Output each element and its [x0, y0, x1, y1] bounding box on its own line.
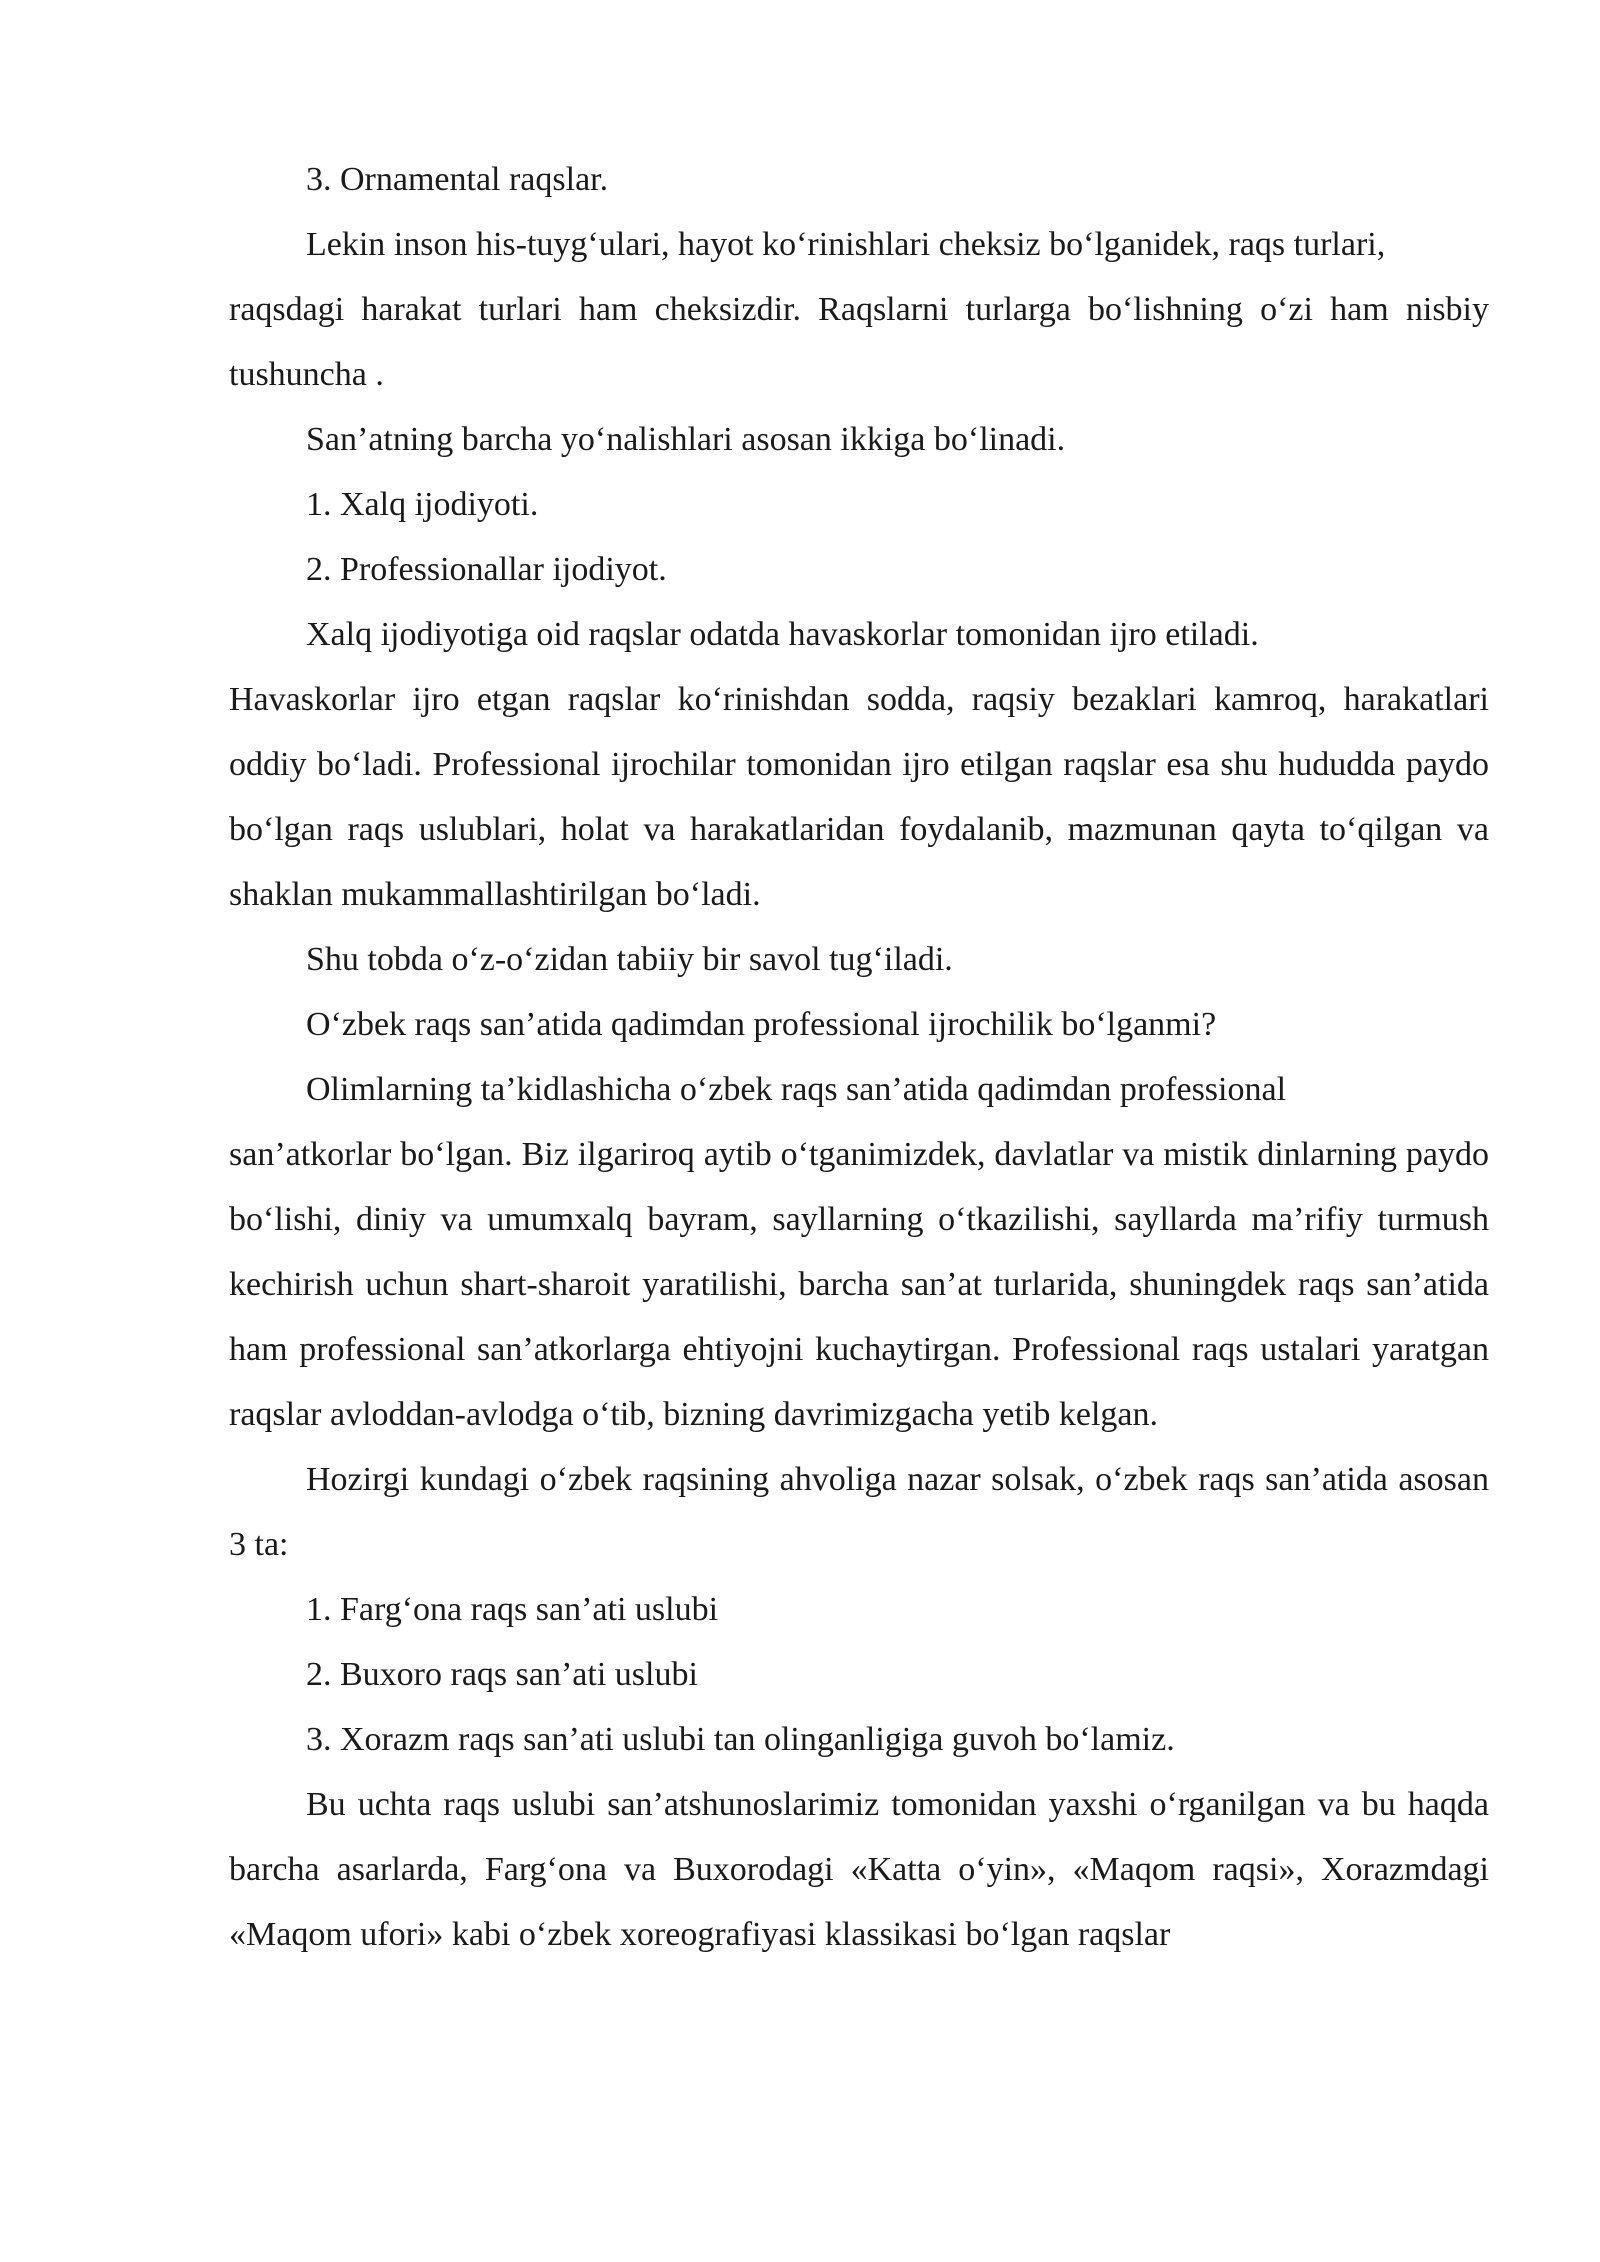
list-item-fergana-style: 1. Farg‘ona raqs san’ati uslubi [306, 1591, 719, 1628]
paragraph-current-state: Hozirgi kundagi o‘zbek raqsining ahvoliga nazar solsak, o‘zbek raqs san’atida asosan 3 ta: [229, 1461, 1489, 1563]
list-item-ornamental: 3. Ornamental raqslar. [306, 161, 609, 198]
paragraph-amateur-dances: Havaskorlar ijro etgan raqslar ko‘rinishdan sodda, raqsiy bezaklari kamroq, harakatlari oddiy bo‘ladi. Professional ijrochilar tomonidan ijro etilgan raqslar esa shu hududda paydo bo‘lgan raqs uslublari, holat va harakatlaridan foydalanib, mazmunan qayta to‘qilgan va shaklan mukammallashtirilgan bo‘ladi. [229, 681, 1489, 913]
paragraph-professional-artists: san’atkorlar bo‘lgan. Biz ilgariroq aytib o‘tganimizdek, davlatlar va mistik dinlarning paydo bo‘lishi, diniy va umumxalq bayram, sayllarning o‘tkazilishi, sayllarda ma’rifiy turmush kechirish uchun shart-sharoit yaratilishi, barcha san’at turlarida, shuningdek raqs san’atida ham professional san’atkorlarga ehtiyojni kuchaytirgan. Professional raqs ustalari yaratgan raqslar avloddan-avlodga o‘tib, bizning davrimizgacha yetib kelgan. [229, 1136, 1489, 1433]
paragraph-movement-types: raqsdagi harakat turlari ham cheksizdir. Raqslarni turlarga bo‘lishning o‘zi ham nisbiy tushuncha . [229, 291, 1489, 393]
paragraph-dance-types: Lekin inson his-tuyg‘ulari, hayot ko‘rinishlari cheksiz bo‘lganidek, raqs turlari, [306, 226, 1386, 263]
list-item-professional-creativity: 2. Professionallar ijodiyot. [306, 551, 667, 588]
paragraph-three-styles: Bu uchta raqs uslubi san’atshunoslarimiz tomonidan yaxshi o‘rganilgan va bu haqda barcha asarlarda, Farg‘ona va Buxorodagi «Katta o‘yin», «Maqom raqsi», Xorazmdagi «Maqom ufori» kabi o‘zbek xoreografiyasi klassikasi bo‘lgan raqslar [229, 1786, 1489, 1953]
paragraph-folk-dances: Xalq ijodiyotiga oid raqslar odatda havaskorlar tomonidan ijro etiladi. [306, 616, 1259, 653]
list-item-khorezm-style: 3. Xorazm raqs san’ati uslubi tan olinganligiga guvoh bo‘lamiz. [306, 1721, 1175, 1758]
paragraph-question: O‘zbek raqs san’atida qadimdan professional ijrochilik bo‘lganmi? [306, 1006, 1217, 1043]
paragraph-natural-question: Shu tobda o‘z-o‘zidan tabiiy bir savol tug‘iladi. [306, 941, 953, 978]
paragraph-art-directions: San’atning barcha yo‘nalishlari asosan ikkiga bo‘linadi. [306, 421, 1066, 458]
list-item-folk-creativity: 1. Xalq ijodiyoti. [306, 486, 539, 523]
paragraph-scholars-intro: Olimlarning ta’kidlashicha o‘zbek raqs san’atida qadimdan professional [306, 1071, 1287, 1108]
document-page [229, 147, 1489, 1967]
list-item-bukhara-style: 2. Buxoro raqs san’ati uslubi [306, 1656, 698, 1693]
